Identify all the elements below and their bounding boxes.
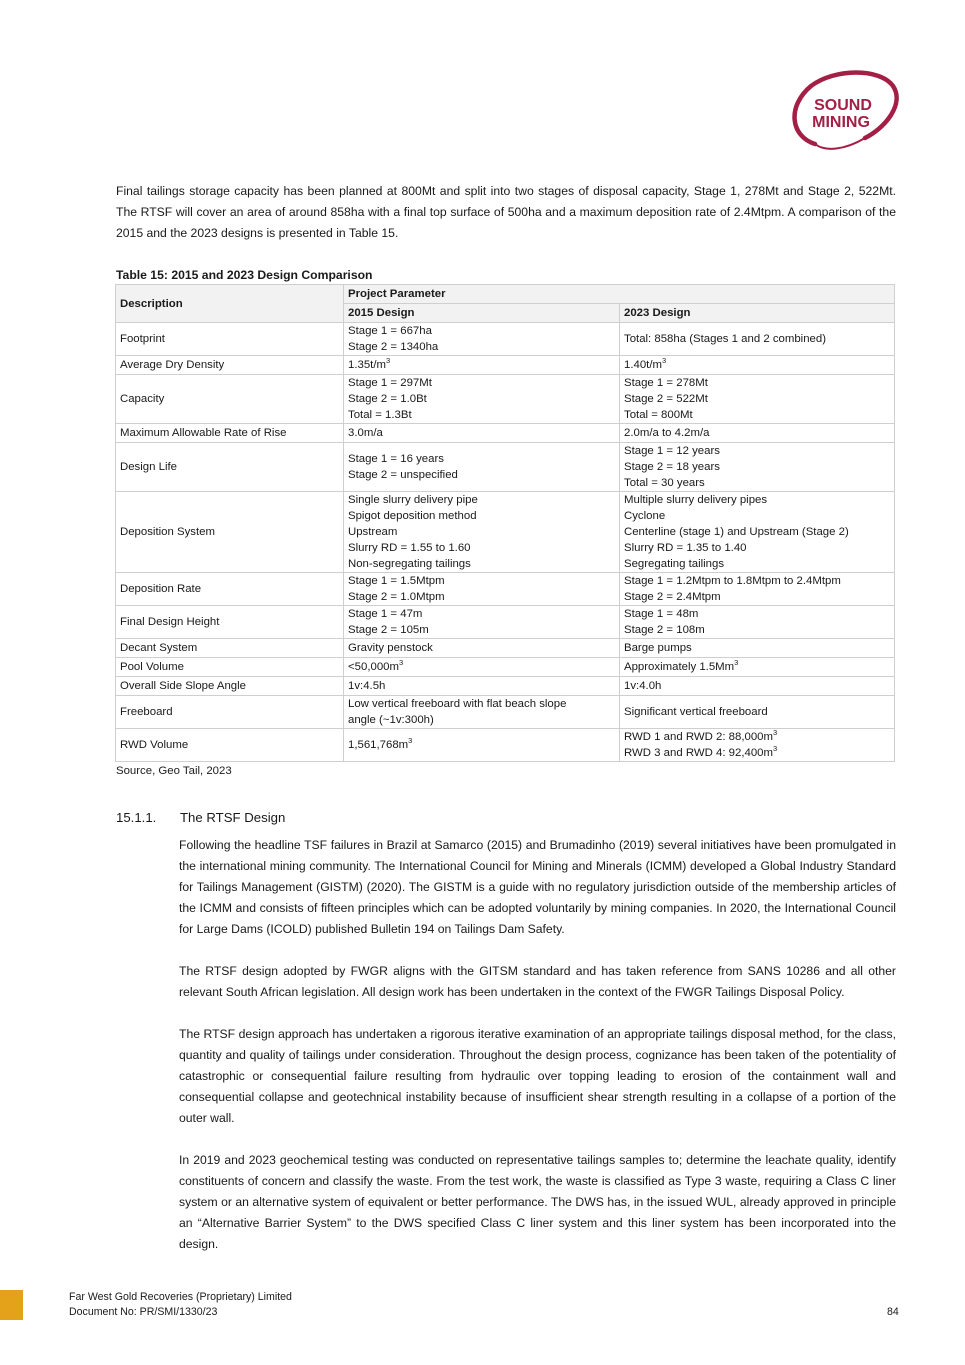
row-description: Overall Side Slope Angle	[116, 677, 344, 696]
cell-text: Stage 2 = 1.0Bt	[348, 393, 427, 405]
cell-line	[624, 443, 890, 459]
cell-2015-design	[344, 639, 620, 658]
cell-line	[624, 622, 890, 638]
cell-text: Stage 2 = 2.4Mtpm	[624, 591, 721, 603]
cell-text: Stage 1 = 47m	[348, 608, 423, 620]
cell-2023-design	[620, 443, 895, 492]
cell-2023-design	[620, 323, 895, 356]
cell-line	[624, 407, 890, 423]
cell-2023-design	[620, 696, 895, 729]
cell-line	[624, 573, 890, 589]
cell-line	[348, 323, 615, 339]
cell-line	[624, 331, 890, 347]
row-description: Design Life	[116, 443, 344, 492]
cell-2023-design	[620, 658, 895, 677]
cell-text: Spigot deposition method	[348, 510, 477, 522]
unit-superscript: 3	[662, 356, 667, 366]
cell-text: Slurry RD = 1.55 to 1.60	[348, 542, 471, 554]
cell-2023-design	[620, 375, 895, 424]
intro-paragraph: Final tailings storage capacity has been planned at 800Mt and split into two stages of disposal capacity, Stage 1, 278Mt and Stage 2, 522Mt. The RTSF will cover an area of around 858ha with a final top surface of 500ha and a maximum deposition rate of 2.4Mtpm. A comparison of the 2015 and the 2023 designs is presented in Table 15.	[116, 184, 896, 240]
cell-line	[624, 459, 890, 475]
section-body	[179, 835, 896, 1276]
cell-line	[624, 589, 890, 605]
row-description: Final Design Height	[116, 606, 344, 639]
cell-line	[348, 425, 615, 441]
logo-line-1: SOUND	[814, 97, 872, 114]
cell-text: Stage 2 = 105m	[348, 624, 429, 636]
cell-line	[624, 678, 890, 694]
cell-text: Segregating tailings	[624, 558, 725, 570]
body-paragraph: Following the headline TSF failures in Brazil at Samarco (2015) and Brumadinho (2019) several initiatives have been promulgated in the international mining community. The International Council for Mining and Minerals (ICMM) developed a Global Industry Standard for Tailings Management (GISTM) (2020). The GISTM is a guide with no regulatory jurisdiction outside of the membership articles of the ICMM and consists of fifteen principles which can be adopted voluntarily by mining companies. In 2020, the International Council for Large Dams (ICOLD) published Bulletin 194 on Tailings Dam Safety.	[179, 838, 896, 936]
cell-text: Non-segregating tailings	[348, 558, 471, 570]
cell-2015-design	[344, 375, 620, 424]
table-row	[116, 443, 895, 492]
unit-superscript: 3	[386, 356, 391, 366]
header-2023-design: 2023 Design	[620, 304, 895, 323]
cell-text: Stage 1 = 16 years	[348, 453, 444, 465]
table-row	[116, 323, 895, 356]
cell-line	[348, 606, 615, 622]
cell-text: Low vertical freeboard with flat beach slope	[348, 698, 567, 710]
body-paragraph: The RTSF design approach has undertaken a rigorous iterative examination of an appropriate tailings disposal method, for the class, quantity and quality of tailings under consideration. Throughout the design process, cognizance has been taken of the potentiality of catastrophic or consequential failure resulting from hydraulic over topping leading to erosion of the containment wall and consequential collapse and geotechnical instability because of insufficient shear strength resulting in a collapse of a portion of the outer wall.	[179, 1027, 896, 1125]
cell-2015-design	[344, 729, 620, 762]
cell-text: Stage 1 = 12 years	[624, 445, 720, 457]
row-description: Average Dry Density	[116, 356, 344, 375]
table-row	[116, 375, 895, 424]
cell-2015-design	[344, 573, 620, 606]
cell-line	[624, 659, 890, 675]
cell-2023-design	[620, 356, 895, 375]
footer-document-no: Document No: PR/SMI/1330/23	[69, 1306, 218, 1318]
cell-text: angle (~1v:300h)	[348, 714, 434, 726]
table-body	[116, 323, 895, 762]
table-row	[116, 696, 895, 729]
cell-text: Slurry RD = 1.35 to 1.40	[624, 542, 747, 554]
cell-text: Stage 2 = 1.0Mtpm	[348, 591, 445, 603]
row-description: Freeboard	[116, 696, 344, 729]
cell-2023-design	[620, 573, 895, 606]
section-heading	[116, 809, 285, 827]
cell-text: Stage 1 = 278Mt	[624, 377, 708, 389]
cell-text: 1.35t/m	[348, 359, 386, 371]
cell-2023-design	[620, 424, 895, 443]
table-row	[116, 424, 895, 443]
cell-text: Stage 1 = 1.2Mtpm to 1.8Mtpm to 2.4Mtpm	[624, 575, 841, 587]
cell-text: Approximately 1.5Mm	[624, 661, 735, 673]
cell-line	[624, 492, 890, 508]
table-caption: Table 15: 2015 and 2023 Design Comparison	[116, 268, 373, 282]
cell-line	[348, 556, 615, 572]
cell-text: RWD 1 and RWD 2: 88,000m	[624, 731, 773, 743]
cell-line	[624, 475, 890, 491]
cell-text: Centerline (stage 1) and Upstream (Stage 2)	[624, 526, 849, 538]
cell-text: Stage 2 = 108m	[624, 624, 705, 636]
cell-text: 1v:4.0h	[624, 680, 662, 692]
cell-line	[348, 339, 615, 355]
cell-text: Total = 1.3Bt	[348, 409, 412, 421]
table-row	[116, 356, 895, 375]
cell-line	[624, 704, 890, 720]
row-description: RWD Volume	[116, 729, 344, 762]
cell-2015-design	[344, 424, 620, 443]
cell-2015-design	[344, 323, 620, 356]
table-source: Source, Geo Tail, 2023	[116, 765, 232, 777]
cell-text: Single slurry delivery pipe	[348, 494, 478, 506]
table-row	[116, 606, 895, 639]
row-description: Maximum Allowable Rate of Rise	[116, 424, 344, 443]
header-2015-design: 2015 Design	[344, 304, 620, 323]
table-row	[116, 677, 895, 696]
cell-line	[348, 712, 615, 728]
cell-line	[624, 524, 890, 540]
cell-line	[624, 508, 890, 524]
body-paragraph: The RTSF design adopted by FWGR aligns with the GITSM standard and has taken reference from SANS 10286 and all other relevant South African legislation. All design work has been undertaken in the context of the FWGR Tailings Disposal Policy.	[179, 964, 896, 999]
unit-superscript: 3	[773, 744, 778, 754]
cell-line	[348, 508, 615, 524]
cell-line	[348, 524, 615, 540]
cell-text: 3.0m/a	[348, 427, 383, 439]
row-description: Deposition System	[116, 492, 344, 573]
cell-line	[624, 640, 890, 656]
cell-2023-design	[620, 639, 895, 658]
row-description: Deposition Rate	[116, 573, 344, 606]
unit-superscript: 3	[734, 658, 739, 668]
cell-2023-design	[620, 677, 895, 696]
row-description: Pool Volume	[116, 658, 344, 677]
header-description: Description	[116, 285, 344, 323]
row-description: Decant System	[116, 639, 344, 658]
footer-accent-bar	[0, 1290, 23, 1320]
cell-line	[348, 589, 615, 605]
table-row	[116, 658, 895, 677]
cell-2023-design	[620, 729, 895, 762]
cell-text: 1.40t/m	[624, 359, 662, 371]
cell-text: Multiple slurry delivery pipes	[624, 494, 768, 506]
cell-text: Significant vertical freeboard	[624, 706, 768, 718]
cell-line	[348, 659, 615, 675]
cell-line	[348, 451, 615, 467]
cell-2015-design	[344, 356, 620, 375]
cell-line	[348, 357, 615, 373]
cell-line	[348, 737, 615, 753]
cell-line	[624, 425, 890, 441]
design-comparison-table	[115, 284, 895, 762]
table-row	[116, 729, 895, 762]
cell-2023-design	[620, 492, 895, 573]
cell-text: Total = 30 years	[624, 477, 705, 489]
cell-text: 1v:4.5h	[348, 680, 386, 692]
cell-line	[624, 556, 890, 572]
cell-2015-design	[344, 696, 620, 729]
page-number: 84	[887, 1306, 899, 1318]
cell-text: Gravity penstock	[348, 642, 433, 654]
cell-2015-design	[344, 492, 620, 573]
table-row	[116, 639, 895, 658]
cell-line	[624, 391, 890, 407]
cell-text: Cyclone	[624, 510, 666, 522]
cell-line	[348, 640, 615, 656]
cell-line	[348, 696, 615, 712]
footer-company: Far West Gold Recoveries (Proprietary) Limited	[69, 1291, 292, 1303]
cell-2015-design	[344, 443, 620, 492]
cell-text: Stage 2 = 1340ha	[348, 341, 439, 353]
cell-line	[624, 729, 890, 745]
cell-text: Stage 2 = 18 years	[624, 461, 720, 473]
cell-text: Stage 1 = 297Mt	[348, 377, 432, 389]
cell-text: Barge pumps	[624, 642, 692, 654]
cell-line	[348, 391, 615, 407]
cell-2015-design	[344, 606, 620, 639]
cell-line	[348, 622, 615, 638]
cell-line	[624, 745, 890, 761]
cell-text: <50,000m	[348, 661, 399, 673]
table-row	[116, 573, 895, 606]
unit-superscript: 3	[408, 736, 413, 746]
cell-line	[348, 678, 615, 694]
unit-superscript: 3	[398, 658, 404, 668]
logo-line-2: MINING	[812, 114, 870, 131]
cell-line	[624, 357, 890, 373]
cell-2023-design	[620, 606, 895, 639]
cell-line	[348, 492, 615, 508]
section-title: The RTSF Design	[180, 810, 286, 825]
cell-text: 2.0m/a to 4.2m/a	[624, 427, 710, 439]
cell-line	[624, 375, 890, 391]
cell-text: Total = 800Mt	[624, 409, 693, 421]
cell-text: Stage 2 = unspecified	[348, 469, 458, 481]
cell-line	[348, 375, 615, 391]
cell-2015-design	[344, 658, 620, 677]
cell-text: RWD 3 and RWD 4: 92,400m	[624, 747, 773, 759]
cell-text: Stage 1 = 667ha	[348, 325, 432, 337]
cell-line	[348, 467, 615, 483]
cell-text: Stage 1 = 1.5Mtpm	[348, 575, 445, 587]
footer-company-info	[69, 1290, 292, 1320]
cell-text: 1,561,768m	[348, 739, 409, 751]
cell-2015-design	[344, 677, 620, 696]
cell-line	[624, 606, 890, 622]
body-paragraph: In 2019 and 2023 geochemical testing was conducted on representative tailings samples to; determine the leachate quality, identify constituents of concern and classify the waste. From the test work, the waste is classified as Type 3 waste, requiring a Class C liner system or an alternative system of equivalent or better performance. The DWS has, in the issued WUL, already approved in principle an “Alternative Barrier System” to the DWS specified Class C liner system and this liner system has been incorporated into the design.	[179, 1153, 896, 1251]
cell-text: Total: 858ha (Stages 1 and 2 combined)	[624, 333, 826, 345]
unit-superscript: 3	[773, 728, 778, 738]
section-number: 15.1.1.	[116, 810, 157, 825]
row-description: Capacity	[116, 375, 344, 424]
cell-line	[348, 540, 615, 556]
row-description: Footprint	[116, 323, 344, 356]
cell-text: Stage 2 = 522Mt	[624, 393, 708, 405]
cell-line	[624, 540, 890, 556]
sound-mining-logo	[785, 66, 903, 158]
cell-text: Upstream	[348, 526, 398, 538]
header-project-parameter: Project Parameter	[344, 285, 895, 304]
table-row	[116, 492, 895, 573]
cell-line	[348, 573, 615, 589]
cell-text: Stage 1 = 48m	[624, 608, 699, 620]
cell-line	[348, 407, 615, 423]
